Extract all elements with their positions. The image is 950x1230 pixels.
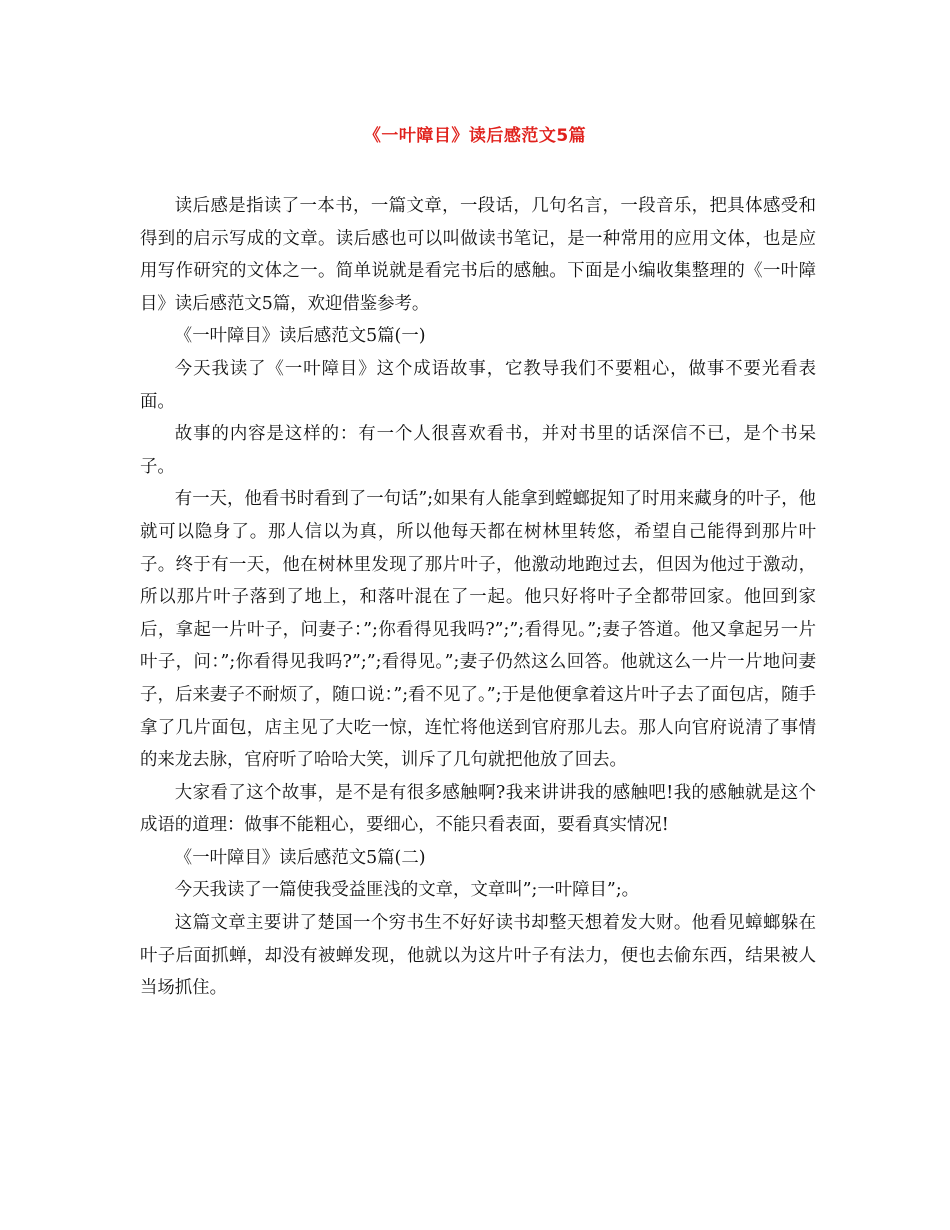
paragraph: 故事的内容是这样的：有一个人很喜欢看书，并对书里的话深信不已，是个书呆子。 xyxy=(140,424,816,477)
document-body xyxy=(140,190,816,1005)
paragraph: 这篇文章主要讲了楚国一个穷书生不好好读书却整天想着发大财。他看见蟑螂躲在叶子后面抓蝉，却没有被蝉发现，他就以为这片叶子有法力，便也去偷东西，结果被人当场抓住。 xyxy=(140,913,816,999)
paragraph: 今天我读了《一叶障目》这个成语故事，它教导我们不要粗心，做事不要光看表面。 xyxy=(140,358,816,412)
section-heading-1: 《一叶障目》读后感范文5篇(一) xyxy=(174,326,426,347)
document-title: 《一叶障目》读后感范文5篇 xyxy=(363,126,587,146)
section-heading-2: 《一叶障目》读后感范文5篇(二) xyxy=(174,847,426,868)
paragraph-intro: 读后感是指读了一本书，一篇文章，一段话，几句名言，一段音乐，把具体感受和得到的启示写成的文章。读后感也可以叫做读书笔记，是一种常用的应用文体，也是应用写作研究的文体之一。简单说就是看完书后的感触。下面是小编收集整理的《一叶障目》读后感范文5篇，欢迎借鉴参考。 xyxy=(140,196,816,314)
paragraph: 大家看了这个故事，是不是有很多感触啊?我来讲讲我的感触吧!我的感触就是这个成语的道理：做事不能粗心，要细心，不能只看表面，要看真实情况! xyxy=(140,782,816,836)
paragraph: 有一天，他看书时看到了一句话”;如果有人能拿到螳螂捉知了时用来藏身的叶子，他就可以隐身了。那人信以为真，所以他每天都在树林里转悠，希望自己能得到那片叶子。终于有一天，他在树林里发现了那片叶子，他激动地跑过去，但因为他过于激动，所以那片叶子落到了地上，和落叶混在了一起。他只好将叶子全都带回家。他回到家后，拿起一片叶子，问妻子：”;你看得见我吗?”;”;看得见。”;妻子答道。他又拿起另一片叶子，问：”;你看得见我吗?”;”;看得见。”;妻子仍然这么回答。他就这么一片一片地问妻子，后来妻子不耐烦了，随口说：”;看不见了。”;于是他便拿着这片叶子去了面包店，随手拿了几片面包，店主见了大吃一惊，连忙将他送到官府那儿去。那人向官府说清了事情的来龙去脉，官府听了哈哈大笑，训斥了几句就把他放了回去。 xyxy=(140,489,816,771)
paragraph: 今天我读了一篇使我受益匪浅的文章，文章叫”;一叶障目”;。 xyxy=(174,880,640,901)
